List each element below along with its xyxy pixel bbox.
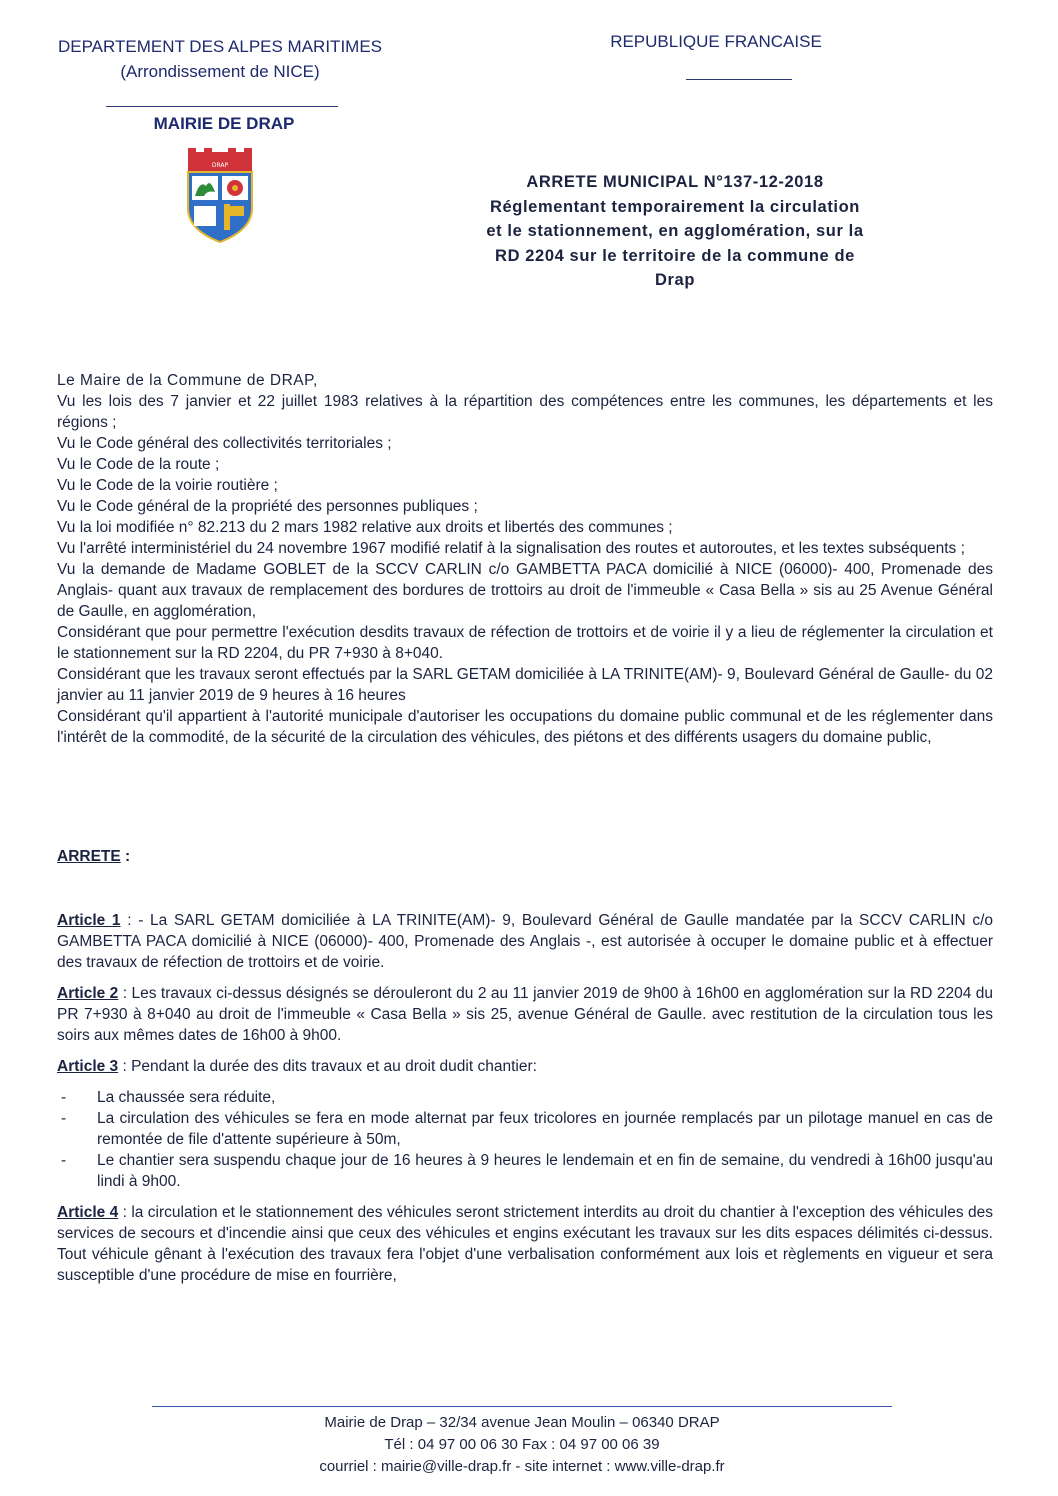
arrete-colon: : [120,848,131,865]
republic-header: REPUBLIQUE FRANCAISE [610,32,822,51]
article-1 [57,910,993,973]
article-4 [57,1202,993,1286]
article-text: : Les travaux ci-dessus désignés se dérouleront du 2 au 11 janvier 2019 de 9h00 à 16h00 en agglomération sur la RD 2204 du PR 7+930 à 8+040 au droit de l'immeuble « Casa Bella » sis 25, avenue Général de Gaulle. avec restitution de la circulation tous les soirs aux mêmes dates de 16h00 à 9h00. [57,985,993,1044]
article-label: Article 3 [57,1058,119,1075]
article-2 [57,983,993,1046]
department-name: DEPARTEMENT DES ALPES MARITIMES [57,37,383,56]
article-text: : Pendant la durée des dits travaux et au droit dudit chantier: [118,1058,537,1075]
preamble-intro: Le Maire de la Commune de DRAP, [57,372,318,389]
svg-text:DRAP: DRAP [211,162,229,169]
footer-address: Mairie de Drap – 32/34 avenue Jean Moulin – 06340 DRAP [324,1414,720,1431]
divider-right [686,79,792,80]
decree-title [440,170,910,293]
visa: Vu le Code général des collectivités territoriales ; [57,435,392,452]
footer-divider [152,1406,892,1407]
article-3 [57,1056,993,1077]
divider-left [106,106,338,107]
footer [150,1412,894,1478]
decree-subject-line: Drap [655,271,695,289]
visa: Vu l'arrêté interministériel du 24 novembre 1967 modifié relatif à la signalisation des routes et autoroutes, et les textes subséquents ; [57,540,965,557]
footer-phone: Tél : 04 97 00 06 30 Fax : 04 97 00 06 39 [384,1436,660,1453]
list-item: - La circulation des véhicules se fera en mode alternat par feux tricolores en journée remplacés par un pilotage manuel en cas de remontée de file d'attente supérieure à 50m, [61,1110,993,1148]
article-label: Article 1 [57,912,121,929]
arrete-heading [57,846,993,867]
visa: Vu les lois des 7 janvier et 22 juillet 1983 relatives à la répartition des compétences entre les communes, les départements et les régions ; [57,393,993,431]
visa: Vu la demande de Madame GOBLET de la SCCV CARLIN c/o GAMBETTA PACA domicilié à NICE (06000)- 400, Promenade des Anglais- quant aux travaux de remplacement des bordures de trottoirs au droit de l'immeuble « Casa Bella » sis au 25 Avenue Général de Gaulle, en agglomération, [57,561,993,620]
article-label: Article 4 [57,1204,119,1221]
article-text: : - La SARL GETAM domiciliée à LA TRINITE(AM)- 9, Boulevard Général de Gaulle mandatée par la SCCV CARLIN c/o GAMBETTA PACA domicilié à NICE (06000)- 400, Promenade des Anglais -, est autorisée à occuper le domaine public et à effectuer des travaux de réfection de trottoirs et de voirie. [57,912,993,971]
decree-subject-line: et le stationnement, en agglomération, sur la [486,222,864,240]
list-item: - La chaussée sera réduite, [57,1087,993,1108]
department-header [40,34,400,84]
footer-contact: courriel : mairie@ville-drap.fr - site internet : www.ville-drap.fr [319,1458,725,1475]
list-item-text: La chaussée sera réduite, [97,1089,276,1106]
decree-subject-line: RD 2204 sur le territoire de la commune de [495,246,855,265]
decree-subject-line: Réglementant temporairement la circulation [490,197,860,216]
considerant: Considérant que les travaux seront effectués par la SARL GETAM domiciliée à LA TRINITE(AM)- 9, Boulevard Général de Gaulle- du 02 janvier au 11 janvier 2019 de 9 heures à 16 heures [57,666,993,704]
article-label: Article 2 [57,985,119,1002]
visa: Vu la loi modifiée n° 82.213 du 2 mars 1982 relative aux droits et libertés des communes ; [57,519,673,536]
list-item: - Le chantier sera suspendu chaque jour de 16 heures à 9 heures le lendemain et en fin de semaine, du vendredi à 16h00 jusqu'au lindi à 9h00. [61,1152,993,1190]
considerant: Considérant que pour permettre l'exécution desdits travaux de réfection de trottoirs et de voirie il y a lieu de réglementer la circulation et le stationnement sur la RD 2204, du PR 7+930 à 8+040. [57,624,993,662]
list-item-text: Le chantier sera suspendu chaque jour de 16 heures à 9 heures le lendemain et en fin de semaine, du vendredi à 16h00 jusqu'au lindi à 9h00. [97,1152,993,1190]
considerant: Considérant qu'il appartient à l'autorité municipale d'autoriser les occupations du domaine public communal et de les réglementer dans l'intérêt de la commodité, de la sécurité de la circulation des véhicules, des piétons et des différents usagers du domaine public, [57,708,993,746]
visa: Vu le Code général de la propriété des personnes publiques ; [57,498,478,515]
mairie-name: MAIRIE DE DRAP [153,114,295,133]
arrondissement: (Arrondissement de NICE) [120,62,320,81]
decree-number: ARRETE MUNICIPAL N°137-12-2018 [526,173,824,191]
arrete-label: ARRETE [57,848,121,865]
visa: Vu le Code de la voirie routière ; [57,477,278,494]
visa: Vu le Code de la route ; [57,456,220,473]
preamble [57,370,993,748]
article-text: : la circulation et le stationnement des véhicules seront strictement interdits au droit du chantier à l'exception des véhicules des services de secours et d'incendie ainsi que ceux des véhicules et engins exécutant les travaux sur les dits espaces délimités ci-dessus. Tout véhicule gênant à l'exécution des travaux fera l'objet d'une verbalisation conformément aux lois et règlements en vigueur et sera susceptible d'une procédure de mise en fourrière, [57,1204,993,1284]
drap-coat-of-arms [182,146,258,244]
articles [57,910,993,1286]
list-item-text: La circulation des véhicules se fera en mode alternat par feux tricolores en journée remplacés par un pilotage manuel en cas de remontée de file d'attente supérieure à 50m, [97,1110,993,1148]
